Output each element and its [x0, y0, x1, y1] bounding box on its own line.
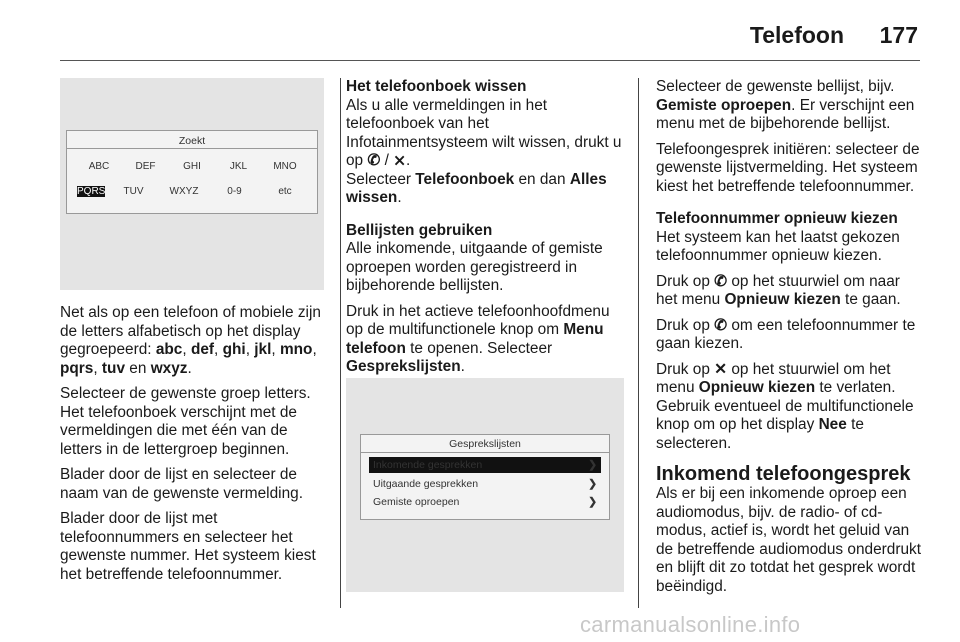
mute-icon: ⨯	[393, 152, 407, 169]
section-heading: Bellijsten gebruiken	[346, 221, 493, 239]
chevron-right-icon: ❯	[588, 459, 597, 471]
list-item: Uitgaande gesprekken ❯	[373, 478, 597, 490]
paragraph: Druk in het actieve telefoonhoofdmenu op de multifunctionele knop om Menu telefoon te openen. Selecteer Gesprekslijsten.	[346, 302, 610, 375]
letter-row-1	[77, 161, 307, 172]
chevron-right-icon: ❯	[588, 478, 597, 490]
letter-group: GHI	[183, 161, 201, 172]
letter-group: ABC	[88, 161, 110, 172]
watermark: carmanualsonline.info	[580, 612, 801, 637]
page-number: 177	[879, 22, 918, 48]
phone-icon: ✆	[714, 272, 728, 290]
letter-group: JKL	[229, 161, 248, 172]
search-screen-image	[60, 78, 324, 290]
header-divider	[60, 60, 920, 61]
letter-group: etc	[278, 186, 292, 197]
column-divider	[340, 78, 341, 608]
list-item: Gemiste oproepen ❯	[373, 496, 597, 508]
section-heading: Telefoonnummer opnieuw kiezen	[656, 210, 898, 227]
paragraph: Druk op ✕ op het stuurwiel om het menu Opnieuw kiezen te verlaten. Gebruik eventueel de multifunctionele knop om op het display Nee te selecteren.	[656, 360, 914, 452]
paragraph: Selecteer de gewenste groep letters. Het telefoonboek verschijnt met de vermeldingen die met één van de letters in de lettergroep beginnen.	[60, 385, 311, 458]
paragraph: Als u alle vermeldingen in het telefoonboek van het Infotainmentsysteem wilt wissen, drukt u op ✆ / ⨯. Selecteer Telefoonboek en dan Alles wissen.	[346, 96, 622, 206]
letter-group: WXYZ	[169, 186, 199, 197]
letter-group-selected: PQRS	[77, 186, 106, 197]
page-title: Telefoon	[749, 22, 844, 48]
paragraph: Telefoongesprek initiëren: selecteer de gewenste lijstvermelding. Het systeem kiest het betreffende telefoonnummer.	[656, 140, 920, 195]
phone-icon: ✆	[714, 316, 728, 334]
letter-group: 0-9	[227, 186, 242, 197]
call-lists-title: Gesprekslijsten	[449, 438, 521, 450]
paragraph: Blader door de lijst en selecteer de naam van de gewenste vermelding.	[60, 466, 303, 502]
letter-group: MNO	[273, 161, 297, 172]
page-header	[60, 14, 920, 56]
paragraph: Blader door de lijst met telefoonnummers en selecteer het gewenste nummer. Het systeem kiest het betreffende telefoonnummer.	[60, 510, 316, 583]
letter-row-2	[77, 186, 307, 197]
search-panel	[66, 130, 318, 214]
phone-icon: ✆	[367, 152, 381, 169]
paragraph: Druk op ✆ op het stuurwiel om naar het menu Opnieuw kiezen te gaan.	[656, 272, 901, 308]
column-1	[60, 304, 324, 591]
section-title: Inkomend telefoongesprek	[656, 463, 911, 485]
column-3	[656, 78, 924, 603]
paragraph: Het systeem kan het laatst gekozen telefoonnummer opnieuw kiezen.	[656, 228, 900, 264]
call-lists-panel	[360, 434, 610, 520]
letter-group: TUV	[123, 186, 144, 197]
paragraph: Net als op een telefoon of mobiele zijn de letters alfabetisch op het display gegroepeerd: abc, def, ghi, jkl, mno, pqrs, tuv en wxyz.	[60, 304, 321, 377]
list-item-selected: Inkomende gesprekken ❯	[369, 457, 601, 473]
paragraph: Als er bij een inkomende oproep een audiomodus, bijv. de radio- of cd-modus, actief is, wordt het geluid van de betreffende audiomodus onderdrukt en blijft dit zo totdat het gesprek wordt beëindigd.	[656, 485, 921, 595]
paragraph: Selecteer de gewenste bellijst, bijv. Gemiste oproepen. Er verschijnt een menu met de bijbehorende bellijst.	[656, 78, 915, 132]
section-heading: Het telefoonboek wissen	[346, 78, 527, 95]
call-lists-screen-image	[346, 378, 624, 592]
chevron-right-icon: ❯	[588, 496, 597, 508]
column-divider	[638, 78, 639, 608]
paragraph: Druk op ✆ om een telefoonnummer te gaan kiezen.	[656, 316, 916, 352]
letter-group: DEF	[135, 161, 156, 172]
column-2	[346, 78, 626, 409]
hang-up-icon: ✕	[714, 360, 728, 378]
search-panel-title: Zoekt	[178, 135, 206, 147]
paragraph: Alle inkomende, uitgaande of gemiste oproepen worden geregistreerd in bijbehorende bellijsten.	[346, 240, 603, 294]
